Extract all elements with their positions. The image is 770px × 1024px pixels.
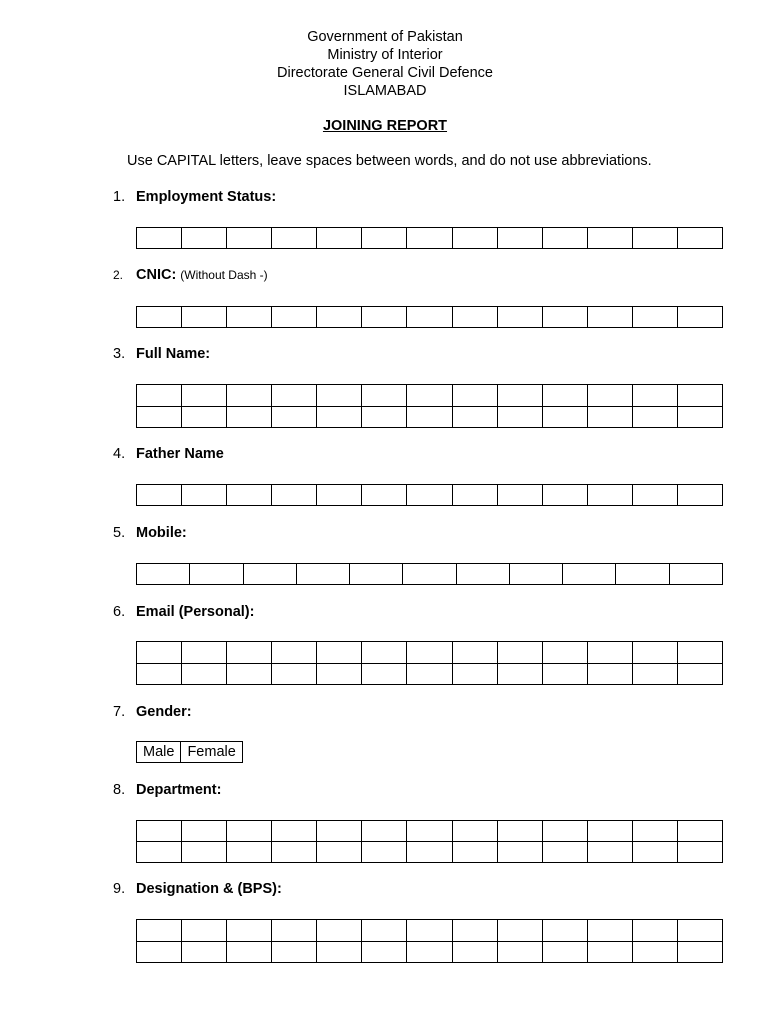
field-label-text: Father Name: [136, 446, 224, 462]
field-label-mobile: [113, 525, 187, 541]
character-box[interactable]: [497, 385, 542, 406]
character-box[interactable]: [361, 642, 406, 663]
employment-status-input-grid[interactable]: [136, 227, 723, 249]
character-box[interactable]: [452, 842, 497, 862]
character-box[interactable]: [497, 920, 542, 941]
character-box[interactable]: [542, 664, 587, 685]
field-label-text: Gender:: [136, 704, 192, 720]
character-box[interactable]: [181, 307, 226, 327]
character-box[interactable]: [542, 942, 587, 963]
character-box[interactable]: [406, 485, 451, 505]
character-box[interactable]: [271, 485, 316, 505]
character-box[interactable]: [677, 842, 722, 862]
page-title: JOINING REPORT: [322, 118, 448, 134]
character-box[interactable]: [677, 920, 722, 941]
character-box[interactable]: [181, 407, 226, 428]
grid-row: [137, 821, 722, 841]
field-hint: (Without Dash -): [180, 268, 268, 282]
character-box[interactable]: [632, 920, 677, 941]
field-label-text: Designation & (BPS):: [136, 881, 282, 897]
character-box[interactable]: [406, 228, 451, 248]
character-box[interactable]: [316, 842, 361, 862]
character-box[interactable]: [677, 642, 722, 663]
header-government: Government of Pakistan: [307, 29, 463, 45]
character-box[interactable]: [587, 942, 632, 963]
character-box[interactable]: [677, 485, 722, 505]
character-box[interactable]: [587, 920, 632, 941]
character-box[interactable]: [452, 942, 497, 963]
field-number: 2.: [113, 268, 124, 282]
field-label-father-name: [113, 446, 224, 462]
character-box[interactable]: [361, 228, 406, 248]
grid-row: [137, 941, 722, 963]
grid-row: [137, 406, 722, 428]
character-box[interactable]: [677, 942, 722, 963]
grid-row: [137, 564, 722, 584]
character-box[interactable]: [509, 564, 562, 584]
field-label-department: [113, 782, 221, 798]
character-box[interactable]: [226, 664, 271, 685]
instructions-text: Use CAPITAL letters, leave spaces between words, and do not use abbreviations.: [127, 153, 652, 169]
field-number: 5.: [113, 525, 126, 541]
character-box[interactable]: [271, 842, 316, 862]
header-city: ISLAMABAD: [343, 83, 427, 99]
character-box[interactable]: [271, 307, 316, 327]
character-box[interactable]: [296, 564, 349, 584]
character-box[interactable]: [181, 642, 226, 663]
character-box[interactable]: [316, 485, 361, 505]
character-box[interactable]: [677, 307, 722, 327]
character-box[interactable]: [271, 642, 316, 663]
character-box[interactable]: [587, 385, 632, 406]
character-box[interactable]: [632, 642, 677, 663]
designation-input-grid[interactable]: [136, 919, 723, 963]
character-box[interactable]: [137, 821, 181, 841]
character-box[interactable]: [497, 485, 542, 505]
character-box[interactable]: [452, 485, 497, 505]
character-box[interactable]: [542, 307, 587, 327]
character-box[interactable]: [632, 485, 677, 505]
gender-option-female[interactable]: Female: [180, 742, 241, 762]
character-box[interactable]: [542, 385, 587, 406]
character-box[interactable]: [349, 564, 402, 584]
character-box[interactable]: [406, 385, 451, 406]
character-box[interactable]: [406, 307, 451, 327]
character-box[interactable]: [406, 664, 451, 685]
character-box[interactable]: [361, 821, 406, 841]
character-box[interactable]: [361, 920, 406, 941]
character-box[interactable]: [271, 664, 316, 685]
character-box[interactable]: [243, 564, 296, 584]
character-box[interactable]: [271, 228, 316, 248]
character-box[interactable]: [226, 485, 271, 505]
grid-row: [137, 920, 722, 941]
character-box[interactable]: [137, 407, 181, 428]
character-box[interactable]: [497, 228, 542, 248]
character-box[interactable]: [137, 920, 181, 941]
character-box[interactable]: [137, 564, 189, 584]
character-box[interactable]: [542, 920, 587, 941]
character-box[interactable]: [226, 821, 271, 841]
character-box[interactable]: [542, 821, 587, 841]
character-box[interactable]: [632, 821, 677, 841]
character-box[interactable]: [632, 664, 677, 685]
character-box[interactable]: [632, 942, 677, 963]
character-box[interactable]: [181, 485, 226, 505]
character-box[interactable]: [677, 385, 722, 406]
field-number: 3.: [113, 346, 126, 362]
character-box[interactable]: [361, 385, 406, 406]
character-box[interactable]: [226, 407, 271, 428]
character-box[interactable]: [226, 942, 271, 963]
character-box[interactable]: [615, 564, 668, 584]
character-box[interactable]: [497, 842, 542, 862]
character-box[interactable]: [181, 664, 226, 685]
character-box[interactable]: [452, 642, 497, 663]
character-box[interactable]: [226, 642, 271, 663]
character-box[interactable]: [316, 385, 361, 406]
character-box[interactable]: [587, 228, 632, 248]
character-box[interactable]: [542, 642, 587, 663]
field-label-cnic: [113, 267, 268, 283]
gender-options: [136, 741, 243, 763]
character-box[interactable]: [181, 920, 226, 941]
character-box[interactable]: [632, 385, 677, 406]
character-box[interactable]: [137, 385, 181, 406]
character-box[interactable]: [316, 642, 361, 663]
character-box[interactable]: [226, 228, 271, 248]
character-box[interactable]: [632, 842, 677, 862]
character-box[interactable]: [316, 228, 361, 248]
field-number: 4.: [113, 446, 126, 462]
character-box[interactable]: [361, 407, 406, 428]
character-box[interactable]: [271, 920, 316, 941]
character-box[interactable]: [361, 485, 406, 505]
character-box[interactable]: [632, 307, 677, 327]
field-label-email: [113, 604, 254, 620]
character-box[interactable]: [271, 385, 316, 406]
cnic-input-grid[interactable]: [136, 306, 723, 328]
character-box[interactable]: [226, 385, 271, 406]
grid-row: [137, 485, 722, 505]
character-box[interactable]: [137, 228, 181, 248]
field-label-full-name: [113, 346, 210, 362]
department-input-grid[interactable]: [136, 820, 723, 863]
character-box[interactable]: [542, 485, 587, 505]
character-box[interactable]: [669, 564, 722, 584]
character-box[interactable]: [587, 842, 632, 862]
character-box[interactable]: [632, 228, 677, 248]
character-box[interactable]: [562, 564, 615, 584]
character-box[interactable]: [452, 920, 497, 941]
header-ministry: Ministry of Interior: [327, 47, 443, 63]
character-box[interactable]: [587, 307, 632, 327]
field-label-text: Email (Personal):: [136, 604, 255, 620]
character-box[interactable]: [316, 664, 361, 685]
character-box[interactable]: [181, 821, 226, 841]
character-box[interactable]: [452, 385, 497, 406]
character-box[interactable]: [677, 821, 722, 841]
character-box[interactable]: [587, 642, 632, 663]
grid-row: [137, 385, 722, 406]
character-box[interactable]: [406, 821, 451, 841]
character-box[interactable]: [137, 485, 181, 505]
character-box[interactable]: [271, 942, 316, 963]
character-box[interactable]: [361, 307, 406, 327]
field-label-text: Full Name:: [136, 346, 211, 362]
grid-row: [137, 228, 722, 248]
grid-row: [137, 663, 722, 685]
character-box[interactable]: [497, 942, 542, 963]
character-box[interactable]: [402, 564, 455, 584]
character-box[interactable]: [587, 485, 632, 505]
character-box[interactable]: [497, 307, 542, 327]
character-box[interactable]: [361, 842, 406, 862]
character-box[interactable]: [316, 407, 361, 428]
field-label-text: Mobile:: [136, 525, 187, 541]
character-box[interactable]: [542, 407, 587, 428]
character-box[interactable]: [677, 664, 722, 685]
character-box[interactable]: [271, 821, 316, 841]
character-box[interactable]: [316, 307, 361, 327]
character-box[interactable]: [677, 407, 722, 428]
character-box[interactable]: [316, 920, 361, 941]
field-label-text: Employment Status:: [136, 189, 277, 205]
character-box[interactable]: [316, 942, 361, 963]
mobile-input-grid[interactable]: [136, 563, 723, 585]
character-box[interactable]: [406, 942, 451, 963]
character-box[interactable]: [271, 407, 316, 428]
character-box[interactable]: [137, 642, 181, 663]
character-box[interactable]: [632, 407, 677, 428]
character-box[interactable]: [497, 407, 542, 428]
character-box[interactable]: [226, 307, 271, 327]
character-box[interactable]: [587, 664, 632, 685]
character-box[interactable]: [181, 942, 226, 963]
character-box[interactable]: [677, 228, 722, 248]
character-box[interactable]: [456, 564, 509, 584]
character-box[interactable]: [181, 228, 226, 248]
character-box[interactable]: [587, 407, 632, 428]
character-box[interactable]: [137, 942, 181, 963]
character-box[interactable]: [406, 407, 451, 428]
grid-row: [137, 642, 722, 663]
grid-row: [137, 841, 722, 862]
character-box[interactable]: [406, 642, 451, 663]
field-number: 1.: [113, 189, 126, 205]
character-box[interactable]: [497, 642, 542, 663]
field-label-employment-status: [113, 189, 276, 205]
character-box[interactable]: [361, 942, 406, 963]
character-box[interactable]: [137, 307, 181, 327]
field-number: 8.: [113, 782, 126, 798]
character-box[interactable]: [452, 228, 497, 248]
character-box[interactable]: [406, 842, 451, 862]
email-input-grid[interactable]: [136, 641, 723, 685]
field-label-designation: [113, 881, 282, 897]
character-box[interactable]: [452, 307, 497, 327]
character-box[interactable]: [452, 407, 497, 428]
character-box[interactable]: [137, 842, 181, 862]
character-box[interactable]: [587, 821, 632, 841]
character-box[interactable]: [497, 821, 542, 841]
gender-option-male[interactable]: Male: [143, 744, 175, 760]
full-name-input-grid[interactable]: [136, 384, 723, 428]
character-box[interactable]: [181, 842, 226, 862]
field-label-text: CNIC:: [136, 267, 177, 283]
character-box[interactable]: [226, 842, 271, 862]
character-box[interactable]: [361, 664, 406, 685]
character-box[interactable]: [497, 664, 542, 685]
header-directorate: Directorate General Civil Defence: [277, 65, 493, 81]
character-box[interactable]: [226, 920, 271, 941]
character-box[interactable]: [181, 385, 226, 406]
character-box[interactable]: [542, 228, 587, 248]
field-number: 9.: [113, 881, 126, 897]
character-box[interactable]: [316, 821, 361, 841]
field-number: 6.: [113, 604, 126, 620]
field-label-gender: [113, 704, 192, 720]
character-box[interactable]: [452, 821, 497, 841]
field-label-text: Department:: [136, 782, 222, 798]
character-box[interactable]: [452, 664, 497, 685]
field-number: 7.: [113, 704, 126, 720]
character-box[interactable]: [189, 564, 242, 584]
character-box[interactable]: [137, 664, 181, 685]
character-box[interactable]: [406, 920, 451, 941]
father-name-input-grid[interactable]: [136, 484, 723, 506]
grid-row: [137, 307, 722, 327]
character-box[interactable]: [542, 842, 587, 862]
